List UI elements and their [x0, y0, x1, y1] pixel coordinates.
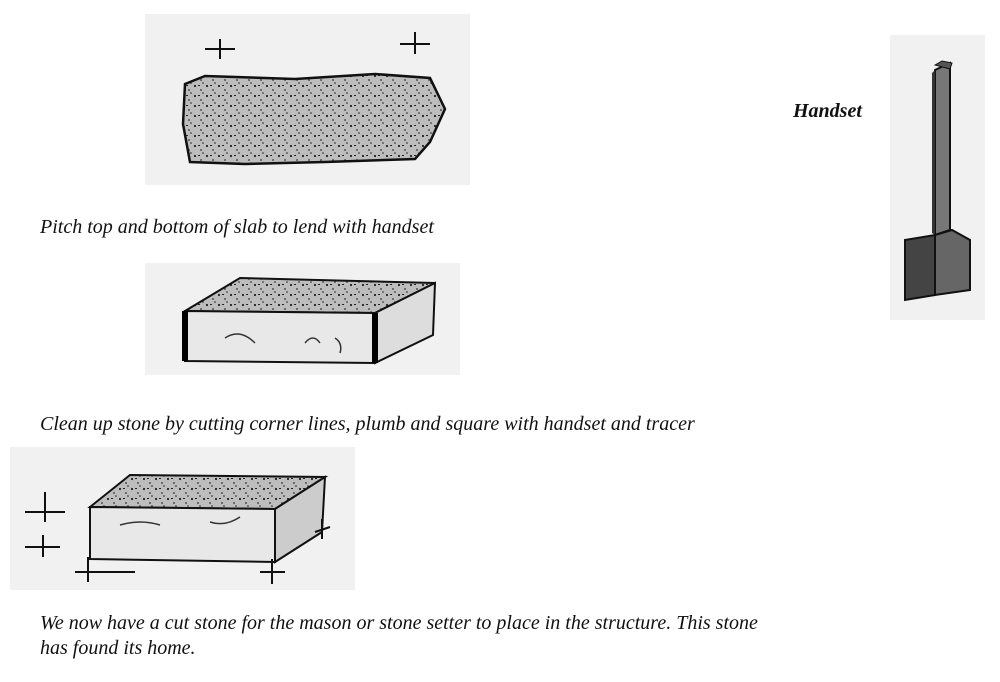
- caption-step-1: Pitch top and bottom of slab to lend with handset: [40, 216, 434, 238]
- rough-slab-sketch: [145, 14, 470, 185]
- caption-step-2: Clean up stone by cutting corner lines, plumb and square with handset and tracer: [40, 413, 695, 435]
- handset-tool-sketch: [890, 35, 985, 320]
- handset-label: Handset: [793, 100, 862, 122]
- squared-stone-sketch: [145, 263, 460, 375]
- caption-step-3-line-2: has found its home.: [40, 637, 196, 659]
- caption-step-3-line-1: We now have a cut stone for the mason or stone setter to place in the structure. This stone: [40, 612, 758, 634]
- cut-stone-sketch: [10, 447, 355, 590]
